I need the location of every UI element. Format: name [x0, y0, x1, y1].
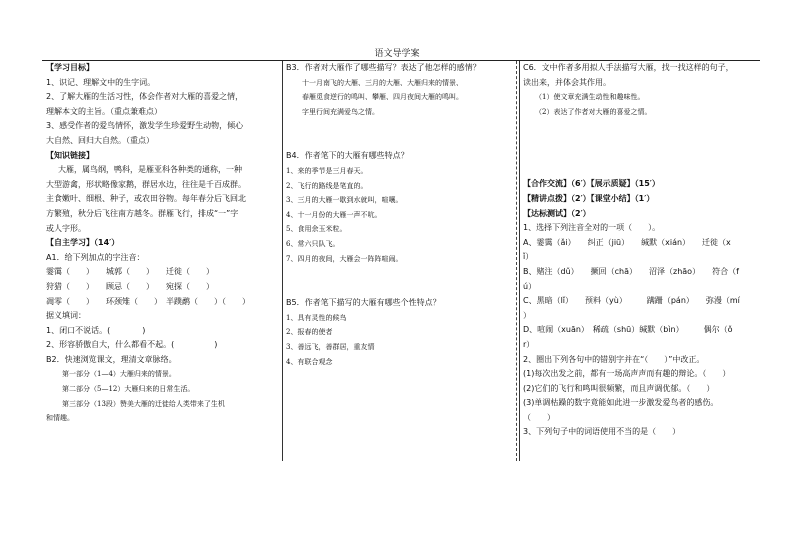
goal-2-line-1: 2、了解大雁的生活习性，体会作者对大雁的喜爱之情，: [46, 92, 244, 102]
b3-answer-line-3: 字里行间充满爱鸟之情。: [302, 107, 379, 116]
option-a-line-1: A、霎霭（ǎi） 纠正（jiū） 缄默（xián） 迁徙（x: [523, 237, 731, 247]
goal-3-line-2: 大自然、回归大自然。（重点）: [46, 135, 154, 145]
q2-sentence-1: (1)每次出发之前，都有一场高声声而有趣的辩论。（ ）: [523, 369, 731, 379]
b4-answer-5: 5、食用余玉米粒。: [286, 225, 347, 234]
b4-answer-3: 3、三月的大雁一歇到水就叫，喧嚷。: [286, 196, 403, 205]
cooperation-heading: 【合作交流】（6′）【展示质疑】（15′）: [523, 179, 660, 189]
knowledge-line-3: 主食嫩叶、细根、种子，或农田谷物。每年春分后飞回北: [46, 194, 246, 204]
b4-answer-7: 7、四月的夜间，大雁会一阵阵喧闹。: [286, 254, 403, 263]
c6-answer-2: （2）表达了作者对大雁的喜爱之情。: [535, 107, 652, 116]
q2-sentence-3-blank: （ ）: [523, 412, 555, 422]
test-question-1: 1、选择下列注音全对的一项（ ）。: [523, 223, 661, 233]
option-c-line-2: ）: [523, 310, 531, 320]
b3-answer-line-2: 春雁觅食逆行的鸣叫、攀雁、四月夜间大雁的鸣叫。: [302, 93, 463, 102]
b4-answer-2: 2、飞行的路线是笔直的。: [286, 181, 368, 190]
question-b5: B5．作者笔下描写的大雁有哪些个性特点？: [286, 298, 441, 308]
explanation-heading: 【精讲点拨】（2′）【课堂小结】（1′）: [523, 193, 655, 203]
column-3: [519, 61, 761, 461]
knowledge-line-1: 大雁，属鸟纲，鸭科，是雁亚科各种类的通称，一种: [58, 165, 242, 175]
a1-row-2: 狩猎（ ） 顾忌（ ） 宛探（ ）: [46, 281, 214, 291]
a1-row-3: 凋零（ ） 环颈雉（ ） 半蹼鹬（ ）（ ）: [46, 296, 250, 306]
fill-words-heading: 据义填词：: [46, 311, 86, 321]
q2-sentence-3: (3)单调枯躁的数字竟能如此进一步激发爱鸟者的感伤。: [523, 398, 719, 408]
b5-answer-1: 1、具有灵性的候鸟: [286, 313, 347, 322]
structure-part-3-line-1: 第三部分（13段）赞美大雁的迁徙给人类带来了生机: [62, 399, 225, 408]
knowledge-line-4: 方繁殖，秋分后飞往南方越冬。群雁飞行，排成“一”字: [46, 208, 239, 218]
test-question-3: 3、下列句子中的词语使用不当的是（ ）: [523, 427, 681, 437]
goal-3-line-1: 3、感受作者的爱鸟情怀，激发学生珍爱野生动物，倾心: [46, 121, 244, 131]
test-question-2: 2、圈出下列各句中的错别字并在“（ ）”中改正。: [523, 354, 705, 364]
option-d-line-2: r）: [523, 339, 535, 349]
question-b2: B2．快速浏览课文，理清文章脉络。: [46, 354, 177, 364]
c6-answer-1: （1）使文章充满生动性和趣味性。: [535, 93, 645, 102]
question-a1: A1．给下列加点的字注音：: [46, 252, 145, 262]
question-c6-line-2: 读出来，并体会其作用。: [523, 77, 611, 87]
option-b-line-1: B、赌注（dǔ） 撅回（chā） 沼泽（zhāo） 符合（f: [523, 266, 739, 276]
option-a-line-2: ǐ）: [523, 252, 534, 262]
q2-sentence-2: (2)它们的飞行和鸣叫很频繁，而且声调优郁。（ ）: [523, 383, 715, 393]
b5-answer-3: 3、善远飞，善群居，重友情: [286, 342, 375, 351]
goal-2-line-2: 理解本文的主旨。（重点兼难点）: [46, 106, 162, 116]
structure-part-3-line-2: 和情趣。: [46, 414, 74, 423]
option-b-line-2: ú）: [523, 281, 537, 291]
column-2: [282, 61, 518, 461]
test-heading: 【达标测试】（2′）: [523, 208, 591, 218]
question-b3: B3．作者对大雁作了哪些描写？表达了他怎样的感情？: [286, 63, 481, 72]
question-b4: B4．作者笔下的大雁有哪些特点？: [286, 151, 409, 161]
b4-answer-1: 1、来的季节是三月春天。: [286, 166, 368, 175]
fill-word-2: 2、形容骄傲自大，什么都看不起。( ): [46, 340, 218, 350]
structure-part-2: 第二部分（5—12）大雁归来的日常生活。: [62, 385, 195, 394]
a1-row-1: 霎霭（ ） 城郭（ ） 迁徙（ ）: [46, 267, 214, 277]
knowledge-line-5: 或人字形。: [46, 223, 86, 233]
self-study-heading: 【自主学习】（14′）: [46, 238, 120, 248]
b4-answer-6: 6、常六只队飞。: [286, 239, 340, 248]
option-d-line-1: D、喧闹（xuān） 稀疏（shū）缄默（bìn） 偶尔（ǒ: [523, 325, 733, 335]
fill-word-1: 1、闭口不说话。( ): [46, 325, 146, 335]
learning-goals-heading: 【学习目标】: [46, 63, 94, 72]
structure-part-1: 第一部分（1—4）大雁归来的情景。: [62, 370, 176, 379]
b4-answer-4: 4、十一月份的大雁一声不吭。: [286, 210, 382, 219]
column-1: [42, 61, 282, 461]
b5-answer-4: 4、有联合观念: [286, 357, 333, 366]
b5-answer-2: 2、报春的使者: [286, 328, 333, 337]
knowledge-link-heading: 【知识链接】: [46, 150, 94, 160]
option-c-line-1: C、黑暗（lǐ） 预料（yù） 蹒跚（pán） 弥漫（mí: [523, 296, 740, 306]
worksheet-table: [42, 60, 760, 461]
knowledge-line-2: 大型游禽，形状略像家鹅，群居水边，往往是千百成群。: [46, 179, 246, 189]
page-title: 语文导学案: [374, 49, 420, 59]
b3-answer-line-1: 十一月南飞的大雁、三月的大雁、大雁归来的情景、: [302, 78, 463, 87]
goal-1: 1、识记、理解文中的生字词。: [46, 77, 156, 87]
question-c6-line-1: C6．文中作者多用拟人手法描写大雁，找一找这样的句子，: [523, 63, 734, 72]
